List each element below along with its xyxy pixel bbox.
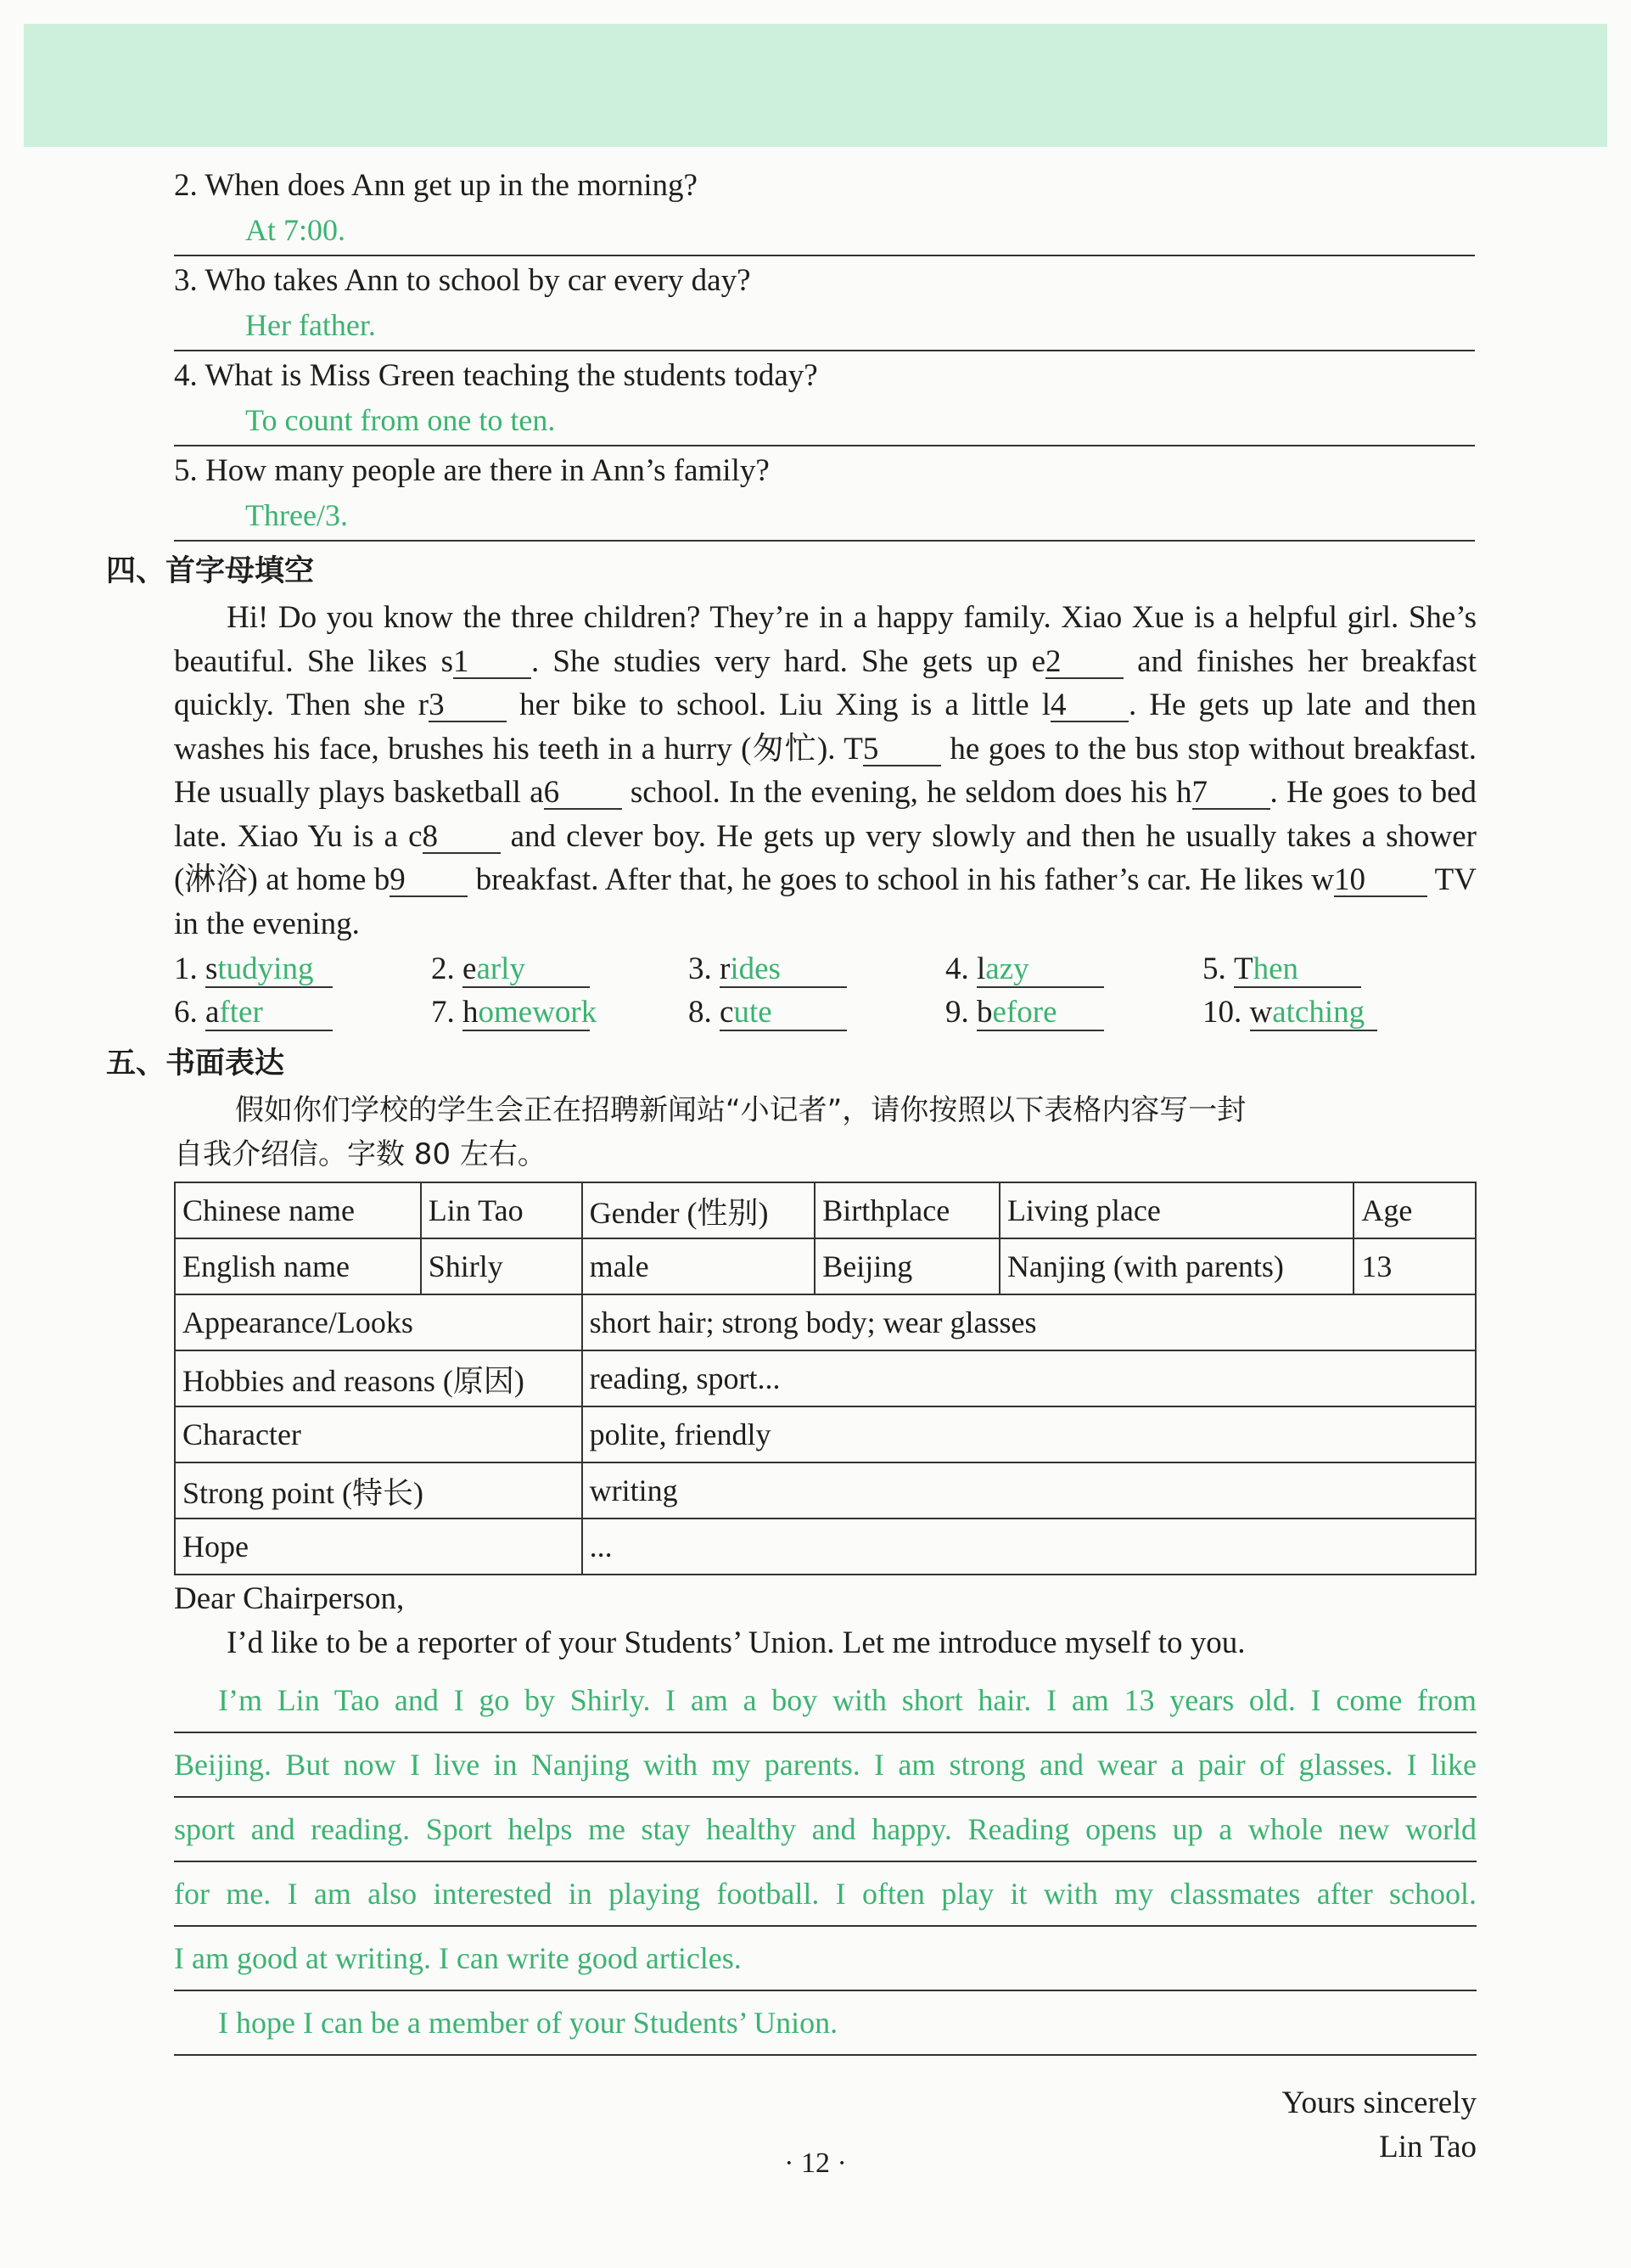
table-row <box>175 1182 1476 1238</box>
letter-opening: I’d like to be a reporter of your Students’ Union. Let me introduce myself to you. <box>227 1625 1246 1660</box>
answer-number: 2. <box>431 952 455 986</box>
cloze-answer-item <box>431 947 688 991</box>
answer-initial: r <box>720 952 731 986</box>
passage-text: . She studies very hard. She gets up e <box>531 643 1046 679</box>
writing-line: I hope I can be a member of your Students’ Union. <box>174 1991 1477 2056</box>
passage-text: and clever boy. He gets up very slowly and then he usually takes a shower (淋浴) at home b <box>174 818 1477 897</box>
writing-line: I’m Lin Tao and I go by Shirly. I am a boy with short hair. I am 13 years old. I come from <box>174 1669 1477 1733</box>
blank-1: 1 <box>453 647 531 679</box>
cloze-answers <box>174 947 1477 1034</box>
blank-5: 5 <box>863 734 941 766</box>
cloze-passage <box>174 596 1477 946</box>
passage-text: . He goes to bed late. Xiao Yu is a c <box>174 775 1477 854</box>
writing-line: for me. I am also interested in playing football. I often play it with my classmates after school. <box>174 1862 1477 1927</box>
answer-fill: tudying <box>217 952 314 986</box>
table-cell: ... <box>582 1519 1476 1575</box>
answer-line: To count from one to ten. <box>174 396 1475 446</box>
question-item <box>174 261 1477 351</box>
cloze-answer-item <box>1202 991 1415 1034</box>
answer-fill: arly <box>476 952 525 986</box>
answer-line: Her father. <box>174 300 1475 351</box>
table-cell: Age <box>1354 1182 1476 1238</box>
answer-fill: azy <box>985 952 1029 986</box>
letter-signature: Lin Tao <box>1379 2130 1477 2164</box>
table-cell: Chinese name <box>175 1182 421 1238</box>
table-cell: male <box>582 1238 816 1294</box>
section-5-title: 五、书面表达 <box>106 1047 285 1081</box>
page-content <box>106 161 1477 2170</box>
answer-initial: a <box>205 995 220 1030</box>
page-number: · 12 · <box>784 2147 847 2179</box>
writing-instruction: 假如你们学校的学生会正在招聘新闻站“小记者”，请你按照以下表格内容写一封 <box>235 1093 1247 1127</box>
table-cell: Birthplace <box>815 1182 1000 1238</box>
cloze-answer-item <box>431 991 688 1034</box>
header-band <box>24 24 1607 147</box>
cloze-answer-item <box>688 947 945 991</box>
blank-9: 9 <box>390 865 468 897</box>
passage-text: school. In the evening, he seldom does his h <box>621 775 1192 810</box>
cloze-answer-item <box>945 991 1202 1034</box>
table-row <box>175 1406 1476 1462</box>
answer-fill: ute <box>733 995 772 1030</box>
table-cell: reading, sport... <box>582 1350 1476 1406</box>
table-row <box>175 1350 1476 1406</box>
letter-body <box>174 1669 1477 2056</box>
answer-initial: T <box>1234 952 1253 986</box>
answer-number: 7. <box>431 995 455 1030</box>
table-cell: Gender (性别) <box>582 1182 816 1238</box>
question-text: 4. What is Miss Green teaching the students today? <box>174 358 818 393</box>
passage-text: TV in the evening. <box>174 862 1477 941</box>
answer-number: 10. <box>1202 995 1242 1030</box>
table-cell: Beijing <box>815 1238 1000 1294</box>
question-list <box>174 166 1477 542</box>
writing-line: sport and reading. Sport helps me stay healthy and happy. Reading opens up a whole new world <box>174 1798 1477 1862</box>
blank-6: 6 <box>544 778 622 810</box>
question-item <box>174 356 1477 446</box>
cloze-answer-item <box>174 991 431 1034</box>
table-cell: Hobbies and reasons (原因) <box>175 1350 582 1406</box>
table-cell: short hair; strong body; wear glasses <box>582 1294 1476 1350</box>
blank-7: 7 <box>1192 778 1270 810</box>
answer-number: 6. <box>174 995 198 1030</box>
table-row <box>175 1238 1476 1294</box>
passage-text: he goes to the bus stop without breakfast. He usually plays basketball a <box>174 731 1477 810</box>
cloze-answer-item <box>1202 947 1415 991</box>
info-table <box>174 1182 1477 1575</box>
answer-fill: atching <box>1272 995 1365 1030</box>
question-item <box>174 452 1477 542</box>
writing-instruction: 自我介绍信。字数 80 左右。 <box>174 1137 546 1171</box>
answer-fill: efore <box>992 995 1057 1030</box>
answer-number: 8. <box>688 995 712 1030</box>
answer-line: Three/3. <box>174 491 1475 542</box>
question-text: 5. How many people are there in Ann’s family? <box>174 453 770 488</box>
question-text: 2. When does Ann get up in the morning? <box>174 168 698 203</box>
letter-salutation: Dear Chairperson, <box>174 1581 405 1616</box>
cloze-answer-item <box>945 947 1202 991</box>
table-cell: Shirly <box>421 1238 582 1294</box>
blank-4: 4 <box>1051 690 1129 722</box>
cloze-answer-item <box>174 947 431 991</box>
table-cell: Hope <box>175 1519 582 1575</box>
table-cell: Character <box>175 1406 582 1462</box>
question-item <box>174 166 1477 256</box>
blank-10: 10 <box>1334 865 1427 897</box>
passage-text: Hi! Do you know the three children? They’re in a happy family. Xiao Xue is a helpful girl. She’s beautiful. She likes s <box>174 600 1477 679</box>
table-cell: writing <box>582 1462 1476 1519</box>
answer-number: 1. <box>174 952 198 986</box>
blank-2: 2 <box>1045 647 1124 679</box>
blank-8: 8 <box>423 822 501 854</box>
passage-text: breakfast. After that, he goes to school in his father’s car. He likes w <box>468 862 1335 897</box>
answer-number: 4. <box>945 952 969 986</box>
answer-fill: ides <box>730 952 781 986</box>
table-cell: English name <box>175 1238 421 1294</box>
answer-line: At 7:00. <box>174 205 1475 256</box>
cloze-answer-item <box>688 991 945 1034</box>
table-cell: polite, friendly <box>582 1406 1476 1462</box>
blank-3: 3 <box>429 690 507 722</box>
section-4-title: 四、首字母填空 <box>106 554 315 588</box>
answer-fill: hen <box>1253 952 1299 986</box>
answer-initial: c <box>720 995 734 1030</box>
table-cell: Nanjing (with parents) <box>1000 1238 1354 1294</box>
question-text: 3. Who takes Ann to school by car every day? <box>174 263 751 298</box>
writing-line: Beijing. But now I live in Nanjing with my parents. I am strong and wear a pair of glasses. I like <box>174 1733 1477 1798</box>
passage-text: her bike to school. Liu Xing is a little l <box>507 688 1051 722</box>
writing-line: I am good at writing. I can write good articles. <box>174 1927 1477 1991</box>
table-cell: Appearance/Looks <box>175 1294 582 1350</box>
table-cell: Lin Tao <box>421 1182 582 1238</box>
passage-text: and finishes her breakfast quickly. Then she r <box>174 643 1477 722</box>
table-cell: Living place <box>1000 1182 1354 1238</box>
answer-number: 5. <box>1202 952 1226 986</box>
answer-initial: b <box>977 995 993 1030</box>
answer-number: 3. <box>688 952 712 986</box>
answer-number: 9. <box>945 995 969 1030</box>
letter-closing: Yours sincerely <box>1281 2086 1477 2120</box>
answer-initial: e <box>462 952 477 986</box>
table-row <box>175 1462 1476 1519</box>
passage-text: . He gets up late and then washes his face, brushes his teeth in a hurry (匆忙). T <box>174 688 1477 766</box>
answer-initial: h <box>462 995 479 1030</box>
table-row <box>175 1294 1476 1350</box>
table-cell: 13 <box>1354 1238 1476 1294</box>
answer-initial: l <box>977 952 986 986</box>
answer-fill: fter <box>219 995 263 1030</box>
answer-initial: w <box>1249 995 1273 1030</box>
answer-initial: s <box>205 952 218 986</box>
answer-fill: omework <box>478 995 597 1030</box>
table-row <box>175 1519 1476 1575</box>
table-cell: Strong point (特长) <box>175 1462 582 1519</box>
